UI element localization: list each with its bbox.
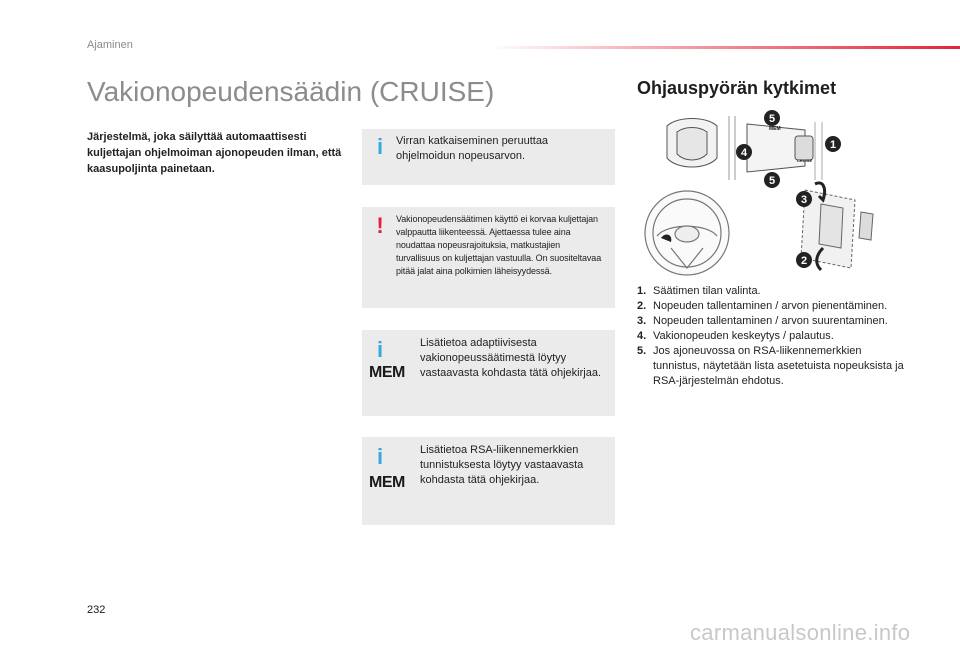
svg-text:4: 4 (740, 147, 748, 159)
header-accent-bar (490, 46, 960, 49)
info-box-text: Lisätietoa adaptiivisesta vakionopeussäätimestä löytyy vastaavasta kohdasta tätä ohjekirjaa. (420, 337, 602, 379)
legend-item (637, 329, 907, 344)
legend-text: Vakionopeuden keskeytys / palautus. (653, 330, 834, 342)
warning-box-text: Vakionopeudensäätimen käyttö ei korvaa kuljettajan valppautta liikenteessä. Ajettaessa tulee aina noudattaa nopeusrajoituksia, matkustajien turvallisuus on kuljettajan vastuulla. On suositeltavaa pitää jalat aina polkimien läheisyydessä. (396, 214, 602, 276)
mem-label: MEM (769, 126, 781, 132)
legend-number: 3. (637, 315, 647, 327)
info-icon: i (376, 444, 384, 469)
warning-icon: ! (376, 213, 384, 238)
info-icon: i (376, 134, 384, 159)
cruise-label: CRUISE (797, 158, 813, 163)
callout-1 (825, 136, 841, 152)
legend-text: Jos ajoneuvossa on RSA-liikennemerkkien tunnistus, näytetään lista asetetuista nopeuksista ja RSA-järjestelmän ehdotus. (653, 345, 904, 387)
switch-legend (637, 284, 907, 389)
legend-item (637, 344, 907, 389)
callout-2 (796, 252, 812, 268)
steering-switch-drawing (637, 108, 897, 280)
info-box-power-off (362, 129, 615, 185)
info-box-rsa (362, 437, 615, 525)
page-title: Vakionopeudensäädin (CRUISE) (87, 76, 495, 107)
legend-text: Nopeuden tallentaminen / arvon suurentaminen. (653, 315, 888, 327)
info-box-adaptive-cruise (362, 330, 615, 416)
callout-5-bottom (764, 172, 780, 188)
info-box-text: Lisätietoa RSA-liikennemerkkien tunnistuksesta löytyy vastaavasta kohdasta tätä ohjekirjaa. (420, 444, 584, 486)
svg-text:1: 1 (829, 139, 837, 151)
page-number: 232 (87, 604, 106, 616)
steering-wheel (645, 191, 729, 275)
svg-text:5: 5 (768, 175, 776, 187)
legend-item (637, 299, 907, 314)
info-box-text: Virran katkaiseminen peruuttaa ohjelmoidun nopeusarvon. (396, 135, 549, 162)
callout-5-top (764, 110, 780, 126)
legend-number: 1. (637, 285, 647, 297)
svg-text:3: 3 (800, 194, 808, 206)
section-label: Ajaminen (87, 39, 133, 51)
legend-item (637, 314, 907, 329)
legend-number: 4. (637, 330, 647, 342)
steering-switches-heading: Ohjauspyörän kytkimet (637, 78, 837, 98)
svg-text:5: 5 (768, 113, 776, 125)
legend-text: Nopeuden tallentaminen / arvon pienentäminen. (653, 300, 888, 312)
legend-text: Säätimen tilan valinta. (653, 285, 761, 297)
callout-4 (736, 144, 752, 160)
legend-number: 2. (637, 300, 647, 312)
stalk-perspective (801, 190, 873, 268)
legend-number: 5. (637, 345, 647, 357)
watermark: carmanualsonline.info (690, 620, 911, 645)
legend-item (637, 284, 907, 299)
warning-box (362, 207, 615, 308)
mem-icon: MEM (369, 364, 405, 381)
callout-3 (796, 191, 812, 207)
steering-switch-illustration (637, 108, 897, 280)
info-icon: i (376, 337, 384, 362)
svg-text:2: 2 (800, 255, 808, 267)
mem-icon: MEM (369, 474, 405, 491)
intro-text: Järjestelmä, joka säilyttää automaattisesti kuljettajan ohjelmoiman ajonopeuden ilman, että kaasupoljinta painetaan. (87, 131, 342, 175)
